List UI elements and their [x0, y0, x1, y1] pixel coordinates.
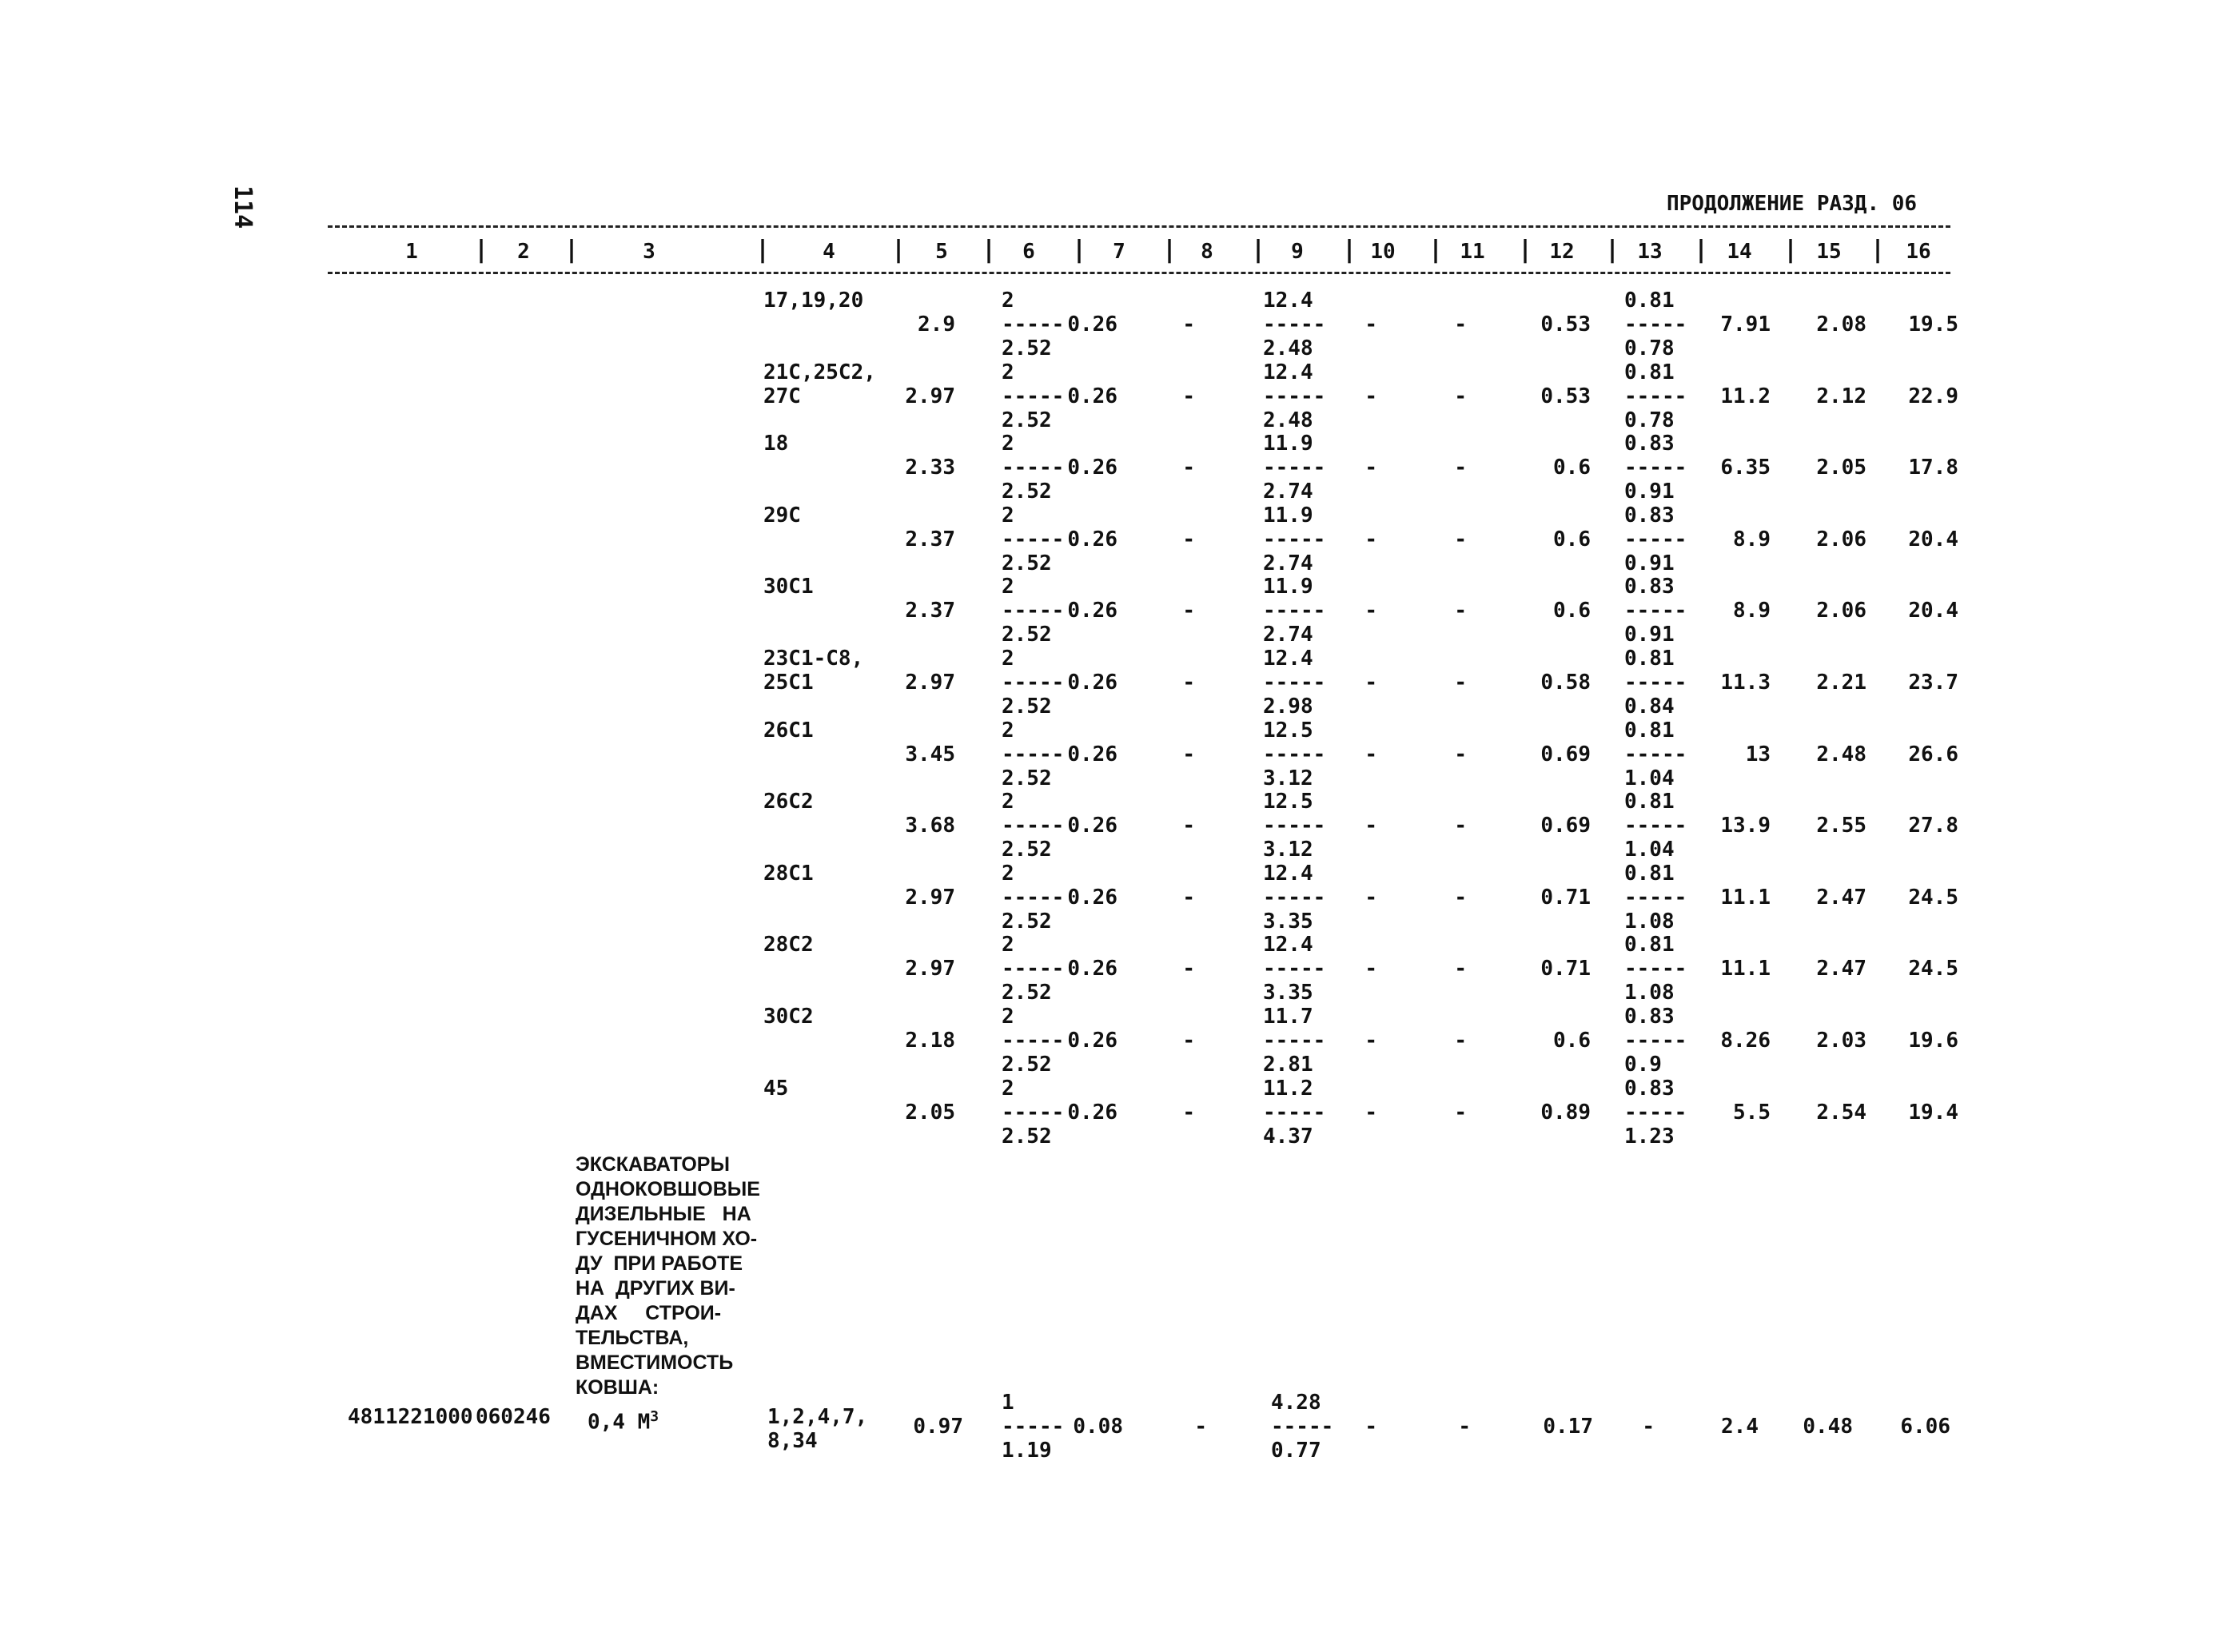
fraction-cell-col9: 11.7 [1263, 1005, 1313, 1029]
column-header-16: 16 [1906, 240, 1931, 264]
section-label-line: КОВША: [576, 1376, 659, 1399]
cell-col12: 0.6 [1553, 527, 1591, 551]
cell-col12: 0.6 [1553, 599, 1591, 623]
column-header-6: 6 [1022, 240, 1035, 264]
cell-col10: - [1364, 885, 1377, 910]
cell-col14: 2.4 [1721, 1415, 1759, 1439]
cell-col16: 24.5 [1908, 957, 1958, 981]
cell-col15: 2.05 [1816, 456, 1866, 480]
fraction-cell-col9: ----- [1263, 456, 1326, 480]
cell-col5: 3.45 [905, 742, 955, 766]
fraction-cell-col13: 1.08 [1624, 981, 1675, 1005]
cell-col14: 5.5 [1733, 1100, 1771, 1125]
section-label-line: НА ДРУГИХ ВИ- [576, 1277, 735, 1300]
cell-col5: 2.97 [905, 885, 955, 910]
cell-col14: 13 [1745, 742, 1771, 766]
fraction-cell-col6: 2 [1002, 575, 1014, 599]
cell-col5: 2.9 [918, 312, 955, 336]
cell-col12: 0.71 [1540, 885, 1591, 910]
column-header-2: 2 [517, 240, 530, 264]
cell-col15: 2.06 [1816, 527, 1866, 551]
fraction-cell-col13: 0.83 [1624, 1005, 1675, 1029]
cell-col15: 2.47 [1816, 885, 1866, 910]
fraction-cell-col6: 2 [1002, 647, 1014, 671]
fraction-cell-col9: 4.37 [1263, 1124, 1313, 1148]
fraction-cell-col9: 2.48 [1263, 336, 1313, 360]
cell-col8: - [1182, 742, 1195, 766]
cell-col14: 11.1 [1720, 885, 1771, 910]
cell-col16: 26.6 [1908, 742, 1958, 766]
cell-col5: 2.33 [905, 456, 955, 480]
column-header-14: 14 [1727, 240, 1752, 264]
cell-col14: 8.9 [1733, 527, 1771, 551]
cell-col5: 2.97 [905, 384, 955, 408]
fraction-cell-col13: ----- [1624, 1100, 1687, 1125]
row-item-label: 8,34 [767, 1429, 818, 1453]
cell-col5: 2.37 [905, 527, 955, 551]
column-separator: | [755, 236, 771, 264]
cell-col11: - [1454, 742, 1467, 766]
column-header-5: 5 [935, 240, 948, 264]
cell-col5: 3.68 [905, 814, 955, 838]
cell-col16: 20.4 [1908, 527, 1958, 551]
fraction-cell-col13: 0.91 [1624, 551, 1675, 575]
cell-col15: 2.55 [1816, 814, 1866, 838]
row-item-label: 45 [763, 1076, 789, 1101]
cell-code: 4811221000 [348, 1405, 473, 1429]
fraction-cell-col13: 0.81 [1624, 790, 1675, 814]
column-header-15: 15 [1816, 240, 1842, 264]
fraction-cell-col9: 2.74 [1263, 623, 1313, 647]
column-header-7: 7 [1113, 240, 1125, 264]
cell-col11: - [1454, 814, 1467, 838]
fraction-cell-col6: ----- [1002, 1415, 1065, 1439]
cell-col15: 0.48 [1803, 1415, 1853, 1439]
fraction-cell-col6: ----- [1002, 1100, 1065, 1125]
cell-col7: 0.26 [1067, 599, 1117, 623]
column-separator: | [891, 236, 906, 264]
column-separator: | [1251, 236, 1266, 264]
cell-col12: 0.53 [1540, 384, 1591, 408]
cell-col14: 11.3 [1720, 671, 1771, 695]
fraction-cell-col13: 0.81 [1624, 861, 1675, 886]
fraction-cell-col9: 12.5 [1263, 718, 1313, 742]
fraction-cell-col6: ----- [1002, 384, 1065, 408]
cell-col7: 0.26 [1067, 814, 1117, 838]
page-number: 114 [229, 185, 257, 229]
fraction-cell-col9: 12.4 [1263, 360, 1313, 384]
fraction-cell-col13: 1.04 [1624, 838, 1675, 862]
cell-col11: - [1454, 671, 1467, 695]
row-item-label: 17,19,20 [763, 289, 864, 312]
fraction-cell-col9: ----- [1263, 527, 1326, 551]
fraction-cell-col9: ----- [1263, 1100, 1326, 1125]
cell-col11: - [1458, 1415, 1471, 1439]
fraction-cell-col6: 2 [1002, 718, 1014, 742]
cell-col7: 0.26 [1067, 1029, 1117, 1053]
column-separator: | [1518, 236, 1533, 264]
fraction-cell-col9: 3.12 [1263, 766, 1313, 790]
column-header-10: 10 [1370, 240, 1396, 264]
column-header-11: 11 [1460, 240, 1485, 264]
column-header-13: 13 [1637, 240, 1663, 264]
column-header-1: 1 [405, 240, 418, 264]
fraction-cell-col6: 2.52 [1002, 480, 1052, 504]
cell-col16: 6.06 [1900, 1415, 1950, 1439]
row-item-label: 25С1 [763, 671, 814, 695]
cell-col15: 2.21 [1816, 671, 1866, 695]
column-separator: | [1605, 236, 1620, 264]
fraction-cell-col13: 0.81 [1624, 647, 1675, 671]
fraction-cell-col13: 0.83 [1624, 432, 1675, 456]
cell-col10: - [1364, 599, 1377, 623]
fraction-cell-col9: 11.9 [1263, 575, 1313, 599]
cell-col10: - [1364, 312, 1377, 336]
cell-col10: - [1364, 814, 1377, 838]
fraction-cell-col9: ----- [1263, 814, 1326, 838]
column-header-9: 9 [1291, 240, 1304, 264]
cell-col8: - [1182, 1100, 1195, 1125]
cell-col11: - [1454, 527, 1467, 551]
fraction-cell-col9: 4.28 [1271, 1391, 1321, 1415]
cell-col12: 0.17 [1543, 1415, 1593, 1439]
cell-col7: 0.26 [1067, 527, 1117, 551]
cell-col15: 2.08 [1816, 312, 1866, 336]
fraction-cell-col9: 12.4 [1263, 933, 1313, 957]
fraction-cell-col6: 2 [1002, 289, 1014, 312]
fraction-cell-col13: ----- [1624, 742, 1687, 766]
cell-col5: 0.97 [913, 1415, 963, 1439]
column-separator: | [1342, 236, 1357, 264]
cell-col11: - [1454, 384, 1467, 408]
cell-col12: 0.53 [1540, 312, 1591, 336]
row-item-label: 30С2 [763, 1005, 814, 1029]
fraction-cell-col6: ----- [1002, 885, 1065, 910]
cell-col7: 0.26 [1067, 885, 1117, 910]
fraction-cell-col13: 0.84 [1624, 695, 1675, 719]
cell-col14: 8.26 [1720, 1029, 1771, 1053]
cell-col12: 0.71 [1540, 957, 1591, 981]
fraction-cell-col9: 2.98 [1263, 695, 1313, 719]
cell-col16: 19.5 [1908, 312, 1958, 336]
fraction-cell-col13: 0.91 [1624, 480, 1675, 504]
cell-col15: 2.47 [1816, 957, 1866, 981]
fraction-cell-col13: 0.83 [1624, 575, 1675, 599]
cell-col15: 2.03 [1816, 1029, 1866, 1053]
cell-col10: - [1364, 957, 1377, 981]
cell-col8: - [1182, 527, 1195, 551]
row-item-label: 28С2 [763, 933, 814, 957]
fraction-cell-col13: 0.83 [1624, 1076, 1675, 1101]
fraction-cell-col13: 0.78 [1624, 408, 1675, 432]
fraction-cell-col9: ----- [1263, 599, 1326, 623]
cell-code-2: 060246 [476, 1405, 551, 1429]
cell-col13: - [1642, 1415, 1655, 1439]
column-separator: | [1870, 236, 1886, 264]
section-label-line: ВМЕСТИМОСТЬ [576, 1351, 734, 1374]
fraction-cell-col13: 0.81 [1624, 933, 1675, 957]
column-header-3: 3 [643, 240, 655, 264]
fraction-cell-col9: ----- [1263, 885, 1326, 910]
fraction-cell-col13: ----- [1624, 671, 1687, 695]
row-item-label: 30С1 [763, 575, 814, 599]
column-separator: | [1783, 236, 1799, 264]
cell-col10: - [1364, 527, 1377, 551]
fraction-cell-col9: 11.9 [1263, 432, 1313, 456]
cell-col8: - [1182, 1029, 1195, 1053]
cell-col16: 22.9 [1908, 384, 1958, 408]
fraction-cell-col6: 2.52 [1002, 695, 1052, 719]
fraction-cell-col9: 3.35 [1263, 981, 1313, 1005]
fraction-cell-col6: 2 [1002, 1005, 1014, 1029]
page-header: ПРОДОЛЖЕНИЕ РАЗД. 06 [1667, 192, 1918, 216]
fraction-cell-col6: ----- [1002, 1029, 1065, 1053]
fraction-cell-col13: ----- [1624, 814, 1687, 838]
fraction-cell-col6: 2.52 [1002, 1053, 1052, 1077]
row-item-label: 1,2,4,7, [767, 1405, 868, 1429]
cell-col14: 7.91 [1720, 312, 1771, 336]
cell-col16: 24.5 [1908, 885, 1958, 910]
fraction-cell-col9: 2.81 [1263, 1053, 1313, 1077]
fraction-cell-col9: ----- [1263, 312, 1326, 336]
cell-col12: 0.69 [1540, 742, 1591, 766]
section-label-line: ОДНОКОВШОВЫЕ [576, 1178, 760, 1200]
cell-col12: 0.6 [1553, 456, 1591, 480]
fraction-cell-col9: ----- [1263, 957, 1326, 981]
section-label-line: ДУ ПРИ РАБОТЕ [576, 1252, 743, 1275]
cell-col15: 2.12 [1816, 384, 1866, 408]
cell-col12: 0.58 [1540, 671, 1591, 695]
fraction-cell-col9: 11.9 [1263, 503, 1313, 527]
fraction-cell-col9: 3.35 [1263, 909, 1313, 933]
fraction-cell-col13: 0.81 [1624, 718, 1675, 742]
cell-col14: 11.2 [1720, 384, 1771, 408]
cell-col7: 0.26 [1067, 384, 1117, 408]
cell-col8: - [1182, 814, 1195, 838]
column-separator: | [474, 236, 489, 264]
fraction-cell-col13: 0.9 [1624, 1053, 1662, 1077]
column-separator: | [1162, 236, 1177, 264]
fraction-cell-col6: 2 [1002, 1076, 1014, 1101]
fraction-cell-col13: 0.83 [1624, 503, 1675, 527]
cell-col15: 2.06 [1816, 599, 1866, 623]
cell-col5: 2.05 [905, 1100, 955, 1125]
row-item-label: 23С1-С8, [763, 647, 864, 671]
cell-col16: 19.6 [1908, 1029, 1958, 1053]
fraction-cell-col9: ----- [1263, 1029, 1326, 1053]
section-label-line: ДИЗЕЛЬНЫЕ НА [576, 1203, 751, 1225]
fraction-cell-col13: ----- [1624, 1029, 1687, 1053]
cell-col5: 2.18 [905, 1029, 955, 1053]
cell-col11: - [1454, 1029, 1467, 1053]
fraction-cell-col6: 2.52 [1002, 766, 1052, 790]
column-separator: | [982, 236, 997, 264]
fraction-cell-col9: 11.2 [1263, 1076, 1313, 1101]
cell-bucket-capacity: 0,4 $М^3$ [588, 1408, 659, 1435]
column-separator: | [1072, 236, 1087, 264]
cell-col12: 0.6 [1553, 1029, 1591, 1053]
fraction-cell-col6: 2.52 [1002, 408, 1052, 432]
cell-col12: 0.69 [1540, 814, 1591, 838]
cell-col10: - [1364, 384, 1377, 408]
fraction-cell-col6: ----- [1002, 814, 1065, 838]
fraction-cell-col13: 1.08 [1624, 909, 1675, 933]
column-header-8: 8 [1201, 240, 1213, 264]
row-item-label: 26С2 [763, 790, 814, 814]
cell-col16: 17.8 [1908, 456, 1958, 480]
row-item-label: 27С [763, 384, 801, 408]
fraction-cell-col9: 3.12 [1263, 838, 1313, 862]
cell-col10: - [1364, 1029, 1377, 1053]
cell-col7: 0.26 [1067, 1100, 1117, 1125]
column-separator: | [564, 236, 580, 264]
cell-col16: 19.4 [1908, 1100, 1958, 1125]
cell-col11: - [1454, 957, 1467, 981]
cell-col7: 0.26 [1067, 456, 1117, 480]
fraction-cell-col13: 1.04 [1624, 766, 1675, 790]
fraction-cell-col9: 12.4 [1263, 647, 1313, 671]
fraction-cell-col6: ----- [1002, 957, 1065, 981]
fraction-cell-col6: 2.52 [1002, 336, 1052, 360]
column-header-4: 4 [823, 240, 835, 264]
cell-col10: - [1364, 1415, 1377, 1439]
fraction-cell-col6: 1 [1002, 1391, 1014, 1415]
cell-col11: - [1454, 456, 1467, 480]
fraction-cell-col13: ----- [1624, 885, 1687, 910]
cell-col5: 2.97 [905, 957, 955, 981]
fraction-cell-col6: ----- [1002, 671, 1065, 695]
unit-superscript: 3 [650, 1408, 659, 1425]
fraction-cell-col6: 2 [1002, 933, 1014, 957]
cell-col14: 11.1 [1720, 957, 1771, 981]
cell-col16: 27.8 [1908, 814, 1958, 838]
fraction-cell-col9: 12.4 [1263, 289, 1313, 312]
cell-col8: - [1182, 671, 1195, 695]
cell-col10: - [1364, 671, 1377, 695]
fraction-cell-col13: 0.78 [1624, 336, 1675, 360]
cell-col7: 0.26 [1067, 671, 1117, 695]
cell-col7: 0.08 [1073, 1415, 1123, 1439]
cell-col5: 2.97 [905, 671, 955, 695]
fraction-cell-col6: 2.52 [1002, 909, 1052, 933]
cell-col7: 0.26 [1067, 742, 1117, 766]
header-rule-bottom [328, 272, 1950, 274]
fraction-cell-col6: ----- [1002, 456, 1065, 480]
cell-col14: 13.9 [1720, 814, 1771, 838]
fraction-cell-col6: 2.52 [1002, 551, 1052, 575]
cell-col12: 0.89 [1540, 1100, 1591, 1125]
column-separator: | [1428, 236, 1444, 264]
fraction-cell-col9: ----- [1263, 671, 1326, 695]
header-rule-top [328, 225, 1950, 228]
section-label-line: ГУСЕНИЧНОМ ХО- [576, 1228, 758, 1250]
row-item-label: 18 [763, 432, 789, 456]
section-label-line: ДАХ СТРОИ- [576, 1302, 722, 1324]
row-item-label: 21С,25С2, [763, 360, 876, 384]
fraction-cell-col13: ----- [1624, 312, 1687, 336]
fraction-cell-col6: 2.52 [1002, 981, 1052, 1005]
cell-col15: 2.54 [1816, 1100, 1866, 1125]
cell-col8: - [1182, 312, 1195, 336]
column-separator: | [1694, 236, 1709, 264]
fraction-cell-col6: 2 [1002, 360, 1014, 384]
cell-col8: - [1182, 599, 1195, 623]
fraction-cell-col6: 2.52 [1002, 1124, 1052, 1148]
cell-col16: 20.4 [1908, 599, 1958, 623]
fraction-cell-col9: ----- [1263, 384, 1326, 408]
fraction-cell-col9: ----- [1271, 1415, 1334, 1439]
cell-col8: - [1182, 384, 1195, 408]
fraction-cell-col6: ----- [1002, 527, 1065, 551]
cell-col16: 23.7 [1908, 671, 1958, 695]
cell-col11: - [1454, 885, 1467, 910]
column-header-12: 12 [1549, 240, 1575, 264]
fraction-cell-col13: ----- [1624, 527, 1687, 551]
fraction-cell-col6: 2.52 [1002, 623, 1052, 647]
fraction-cell-col13: ----- [1624, 957, 1687, 981]
cell-col8: - [1182, 885, 1195, 910]
cell-col8: - [1182, 456, 1195, 480]
fraction-cell-col9: 12.4 [1263, 861, 1313, 886]
fraction-cell-col9: 2.74 [1263, 480, 1313, 504]
fraction-cell-col9: 2.48 [1263, 408, 1313, 432]
fraction-cell-col13: ----- [1624, 456, 1687, 480]
fraction-cell-col6: ----- [1002, 742, 1065, 766]
fraction-cell-col6: ----- [1002, 599, 1065, 623]
cell-col11: - [1454, 1100, 1467, 1125]
fraction-cell-col13: 0.91 [1624, 623, 1675, 647]
fraction-cell-col6: 2 [1002, 790, 1014, 814]
fraction-cell-col13: 1.23 [1624, 1124, 1675, 1148]
fraction-cell-col9: ----- [1263, 742, 1326, 766]
fraction-cell-col13: 0.81 [1624, 360, 1675, 384]
cell-col10: - [1364, 456, 1377, 480]
cell-col14: 6.35 [1720, 456, 1771, 480]
fraction-cell-col6: 2 [1002, 503, 1014, 527]
fraction-cell-col9: 2.74 [1263, 551, 1313, 575]
fraction-cell-col9: 0.77 [1271, 1439, 1321, 1463]
cell-col7: 0.26 [1067, 957, 1117, 981]
cell-col5: 2.37 [905, 599, 955, 623]
row-item-label: 29С [763, 503, 801, 527]
cell-col11: - [1454, 599, 1467, 623]
section-label-line: ТЕЛЬСТВА, [576, 1327, 689, 1349]
row-item-label: 28С1 [763, 861, 814, 886]
section-label-line: ЭКСКАВАТОРЫ [576, 1153, 730, 1176]
fraction-cell-col9: 12.5 [1263, 790, 1313, 814]
fraction-cell-col6: 2 [1002, 432, 1014, 456]
cell-col8: - [1194, 1415, 1207, 1439]
fraction-cell-col6: ----- [1002, 312, 1065, 336]
fraction-cell-col13: 0.81 [1624, 289, 1675, 312]
cell-col10: - [1364, 742, 1377, 766]
cell-col11: - [1454, 312, 1467, 336]
fraction-cell-col6: 1.19 [1002, 1439, 1052, 1463]
fraction-cell-col6: 2 [1002, 861, 1014, 886]
fraction-cell-col13: ----- [1624, 384, 1687, 408]
fraction-cell-col6: 2.52 [1002, 838, 1052, 862]
cell-col10: - [1364, 1100, 1377, 1125]
cell-col15: 2.48 [1816, 742, 1866, 766]
cell-col14: 8.9 [1733, 599, 1771, 623]
cell-col8: - [1182, 957, 1195, 981]
row-item-label: 26С1 [763, 718, 814, 742]
cell-col7: 0.26 [1067, 312, 1117, 336]
fraction-cell-col13: ----- [1624, 599, 1687, 623]
